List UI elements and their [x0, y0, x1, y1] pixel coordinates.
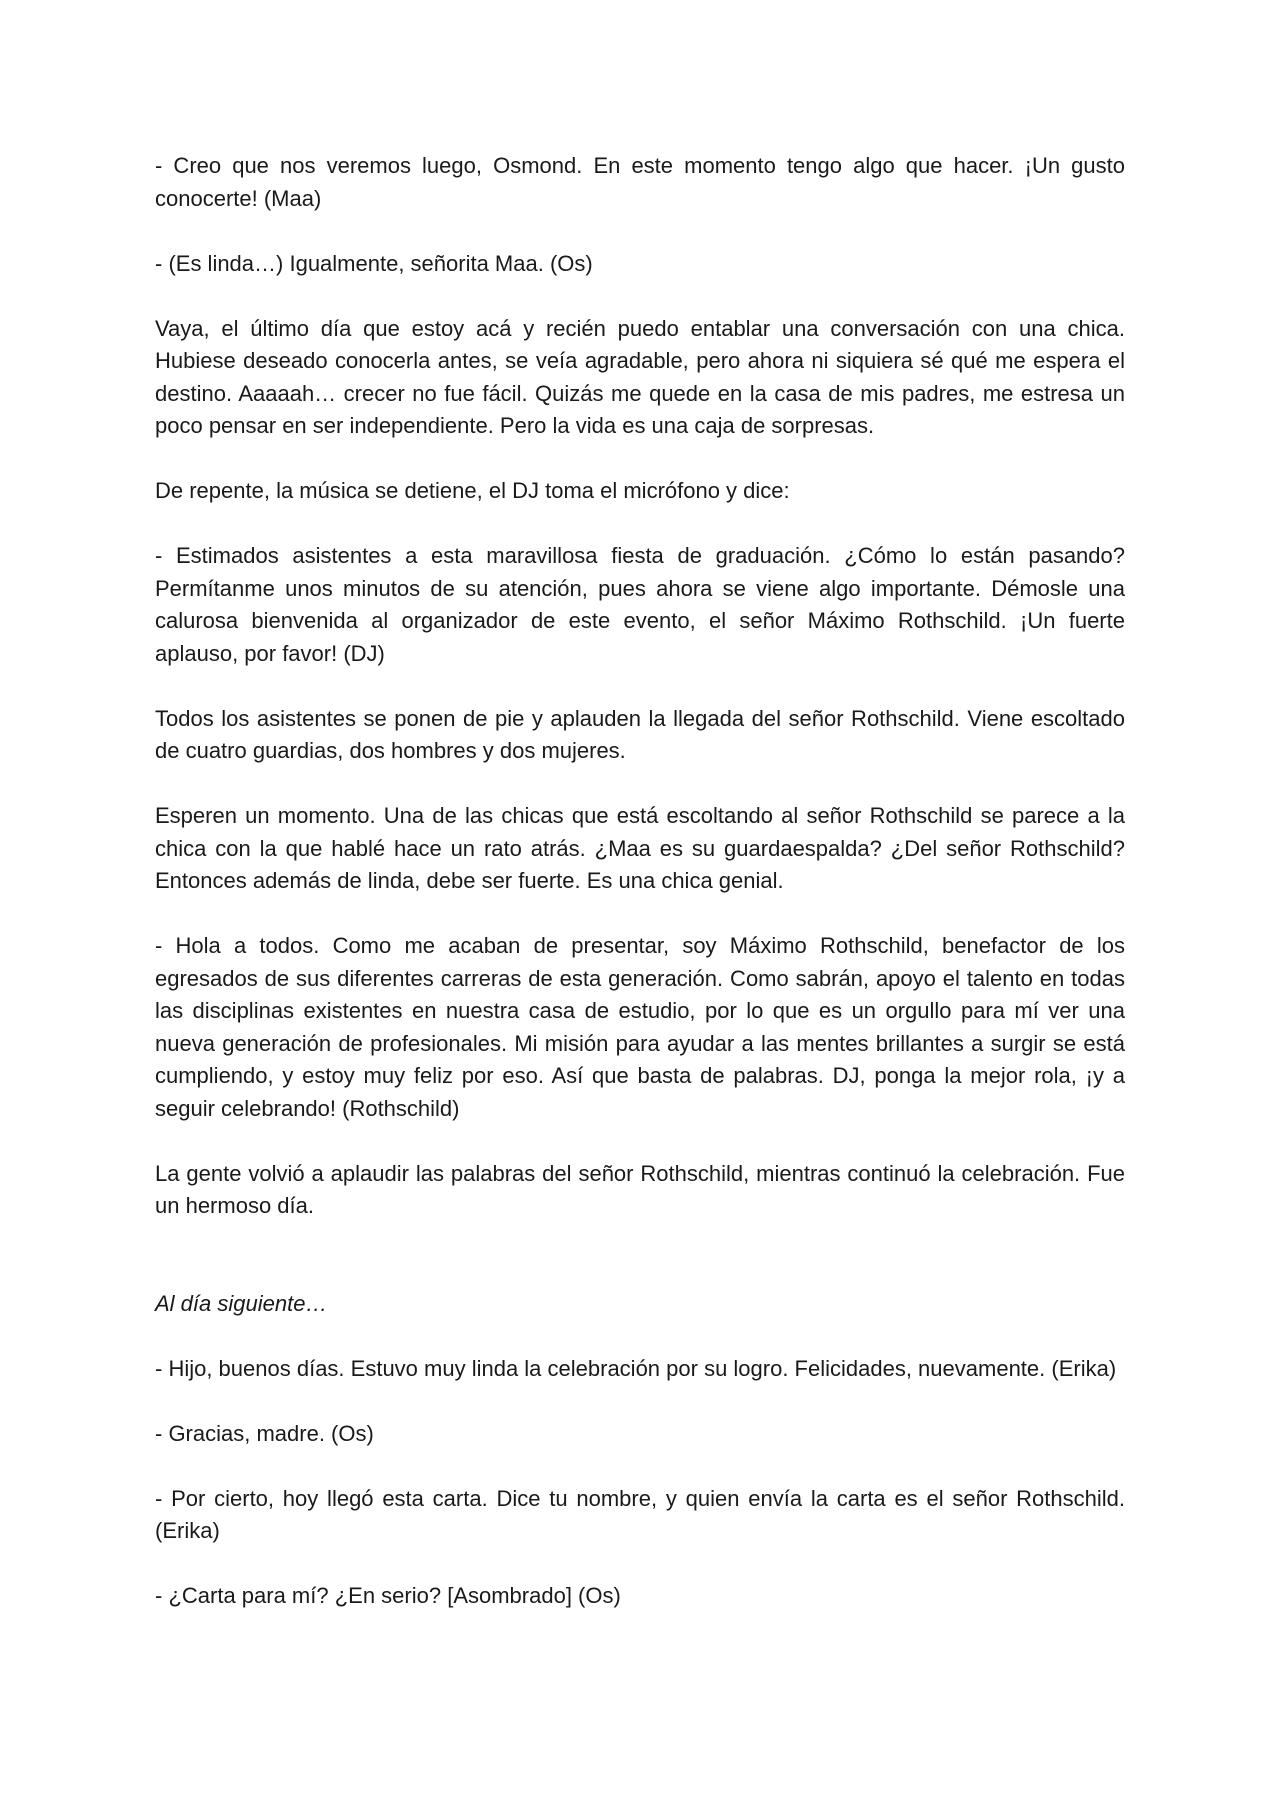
dialogue-paragraph: - Hijo, buenos días. Estuvo muy linda la celebración por su logro. Felicidades, nuevamente. (Erika) [155, 1355, 1117, 1381]
dialogue-paragraph: - ¿Carta para mí? ¿En serio? [Asombrado] (Os) [155, 1583, 621, 1608]
narration-paragraph: Vaya, el último día que estoy acá y recién puedo entablar una conversación con una chica. Hubiese deseado conocerla antes, se veía agradable, pero ahora ni siquiera sé qué me espera el destino. Aaaaah… crecer no fue fácil. Quizás me quede en la casa de mis padres, me estresa un poco pensar en ser independiente. Pero la vida es una caja de sorpresas. [155, 315, 1125, 438]
narration-paragraph: La gente volvió a aplaudir las palabras del señor Rothschild, mientras continuó la celebración. Fue un hermoso día. [155, 1160, 1125, 1218]
dialogue-paragraph: - Creo que nos veremos luego, Osmond. En este momento tengo algo que hacer. ¡Un gusto conocerte! (Maa) [155, 153, 1125, 211]
scene-break-heading: Al día siguiente… [155, 1290, 328, 1316]
dialogue-paragraph: - Por cierto, hoy llegó esta carta. Dice tu nombre, y quien envía la carta es el señor Rothschild. (Erika) [155, 1485, 1125, 1543]
narration-paragraph: Todos los asistentes se ponen de pie y aplauden la llegada del señor Rothschild. Viene escoltado de cuatro guardias, dos hombres y dos mujeres. [155, 705, 1125, 763]
dialogue-paragraph: - (Es linda…) Igualmente, señorita Maa. (Os) [155, 250, 593, 276]
narration-paragraph: Esperen un momento. Una de las chicas que está escoltando al señor Rothschild se parece a la chica con la que hablé hace un rato atrás. ¿Maa es su guardaespalda? ¿Del señor Rothschild? Entonces además de linda, debe ser fuerte. Es una chica genial. [155, 803, 1125, 893]
narration-paragraph: De repente, la música se detiene, el DJ toma el micrófono y dice: [155, 478, 790, 503]
dialogue-paragraph: - Estimados asistentes a esta maravillosa fiesta de graduación. ¿Cómo lo están pasando? Permítanme unos minutos de su atención, pues ahora se viene algo importante. Démosle una calurosa bienvenida al organizador de este evento, el señor Máximo Rothschild. ¡Un fuerte aplauso, por favor! (DJ) [155, 543, 1125, 666]
dialogue-paragraph: - Gracias, madre. (Os) [155, 1420, 374, 1446]
dialogue-paragraph: - Hola a todos. Como me acaban de presentar, soy Máximo Rothschild, benefactor de los egresados de sus diferentes carreras de esta generación. Como sabrán, apoyo el talento en todas las disciplinas existentes en nuestra casa de estudio, por lo que es un orgullo para mí ver una nueva generación de profesionales. Mi misión para ayudar a las mentes brillantes a surgir se está cumpliendo, y estoy muy feliz por eso. Así que basta de palabras. DJ, ponga la mejor rola, ¡y a seguir celebrando! (Rothschild) [155, 933, 1125, 1121]
document-body [155, 150, 1125, 1645]
